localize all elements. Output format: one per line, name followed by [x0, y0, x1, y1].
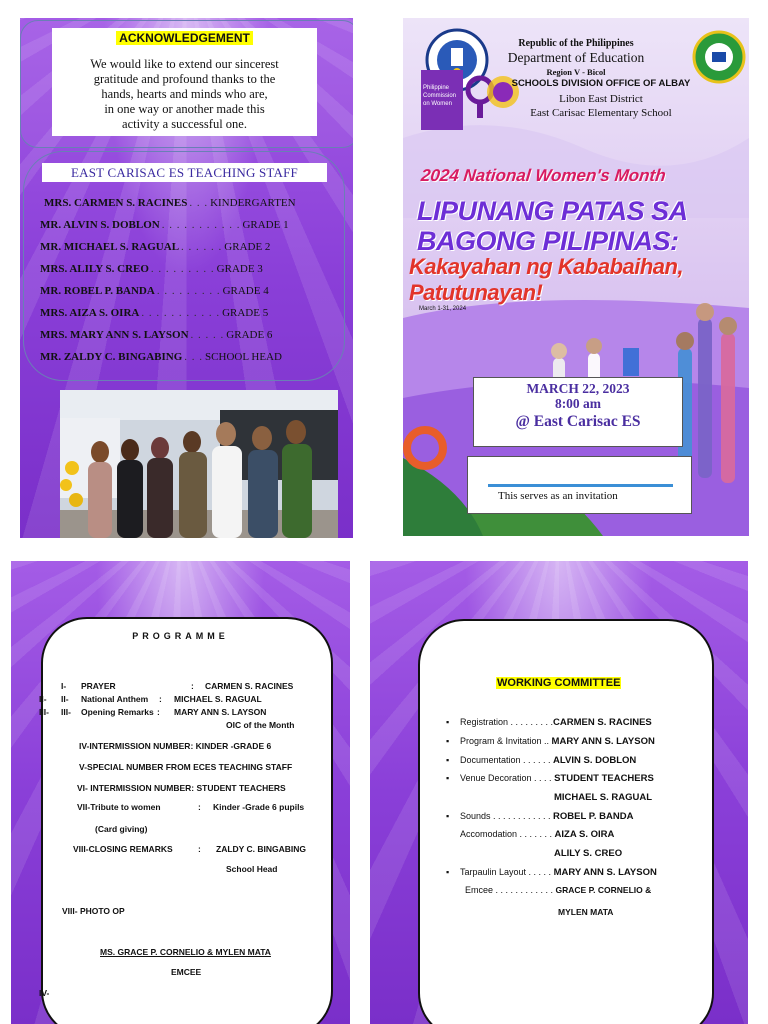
committee-role: Tarpaulin Layout . . . . .: [460, 867, 554, 877]
committee-row: [446, 736, 655, 747]
ack-line: in one way or another made this: [104, 102, 265, 116]
committee-row: [446, 829, 614, 840]
programme-number: II-: [61, 694, 69, 704]
staff-dots: . . . . . .: [181, 241, 223, 253]
committee-role: Registration . . . . . . . . .: [460, 717, 554, 727]
programme-panel: [11, 561, 350, 1024]
date-range: March 1-31, 2024: [419, 306, 467, 312]
programme-label: VIII-CLOSING REMARKS: [73, 844, 173, 854]
invitation-header: [403, 38, 749, 120]
theme-line-1: LIPUNANG PATAS SA BAGONG PILIPINAS:: [417, 196, 687, 256]
ack-line: hands, hearts and minds who are,: [101, 87, 268, 101]
emcee-label: EMCEE: [171, 967, 202, 977]
committee-title: WORKING COMMITTEE: [497, 677, 621, 689]
programme-margin-number: II-: [39, 694, 47, 704]
department-line: Department of Education: [507, 50, 645, 65]
staff-name: MR. ROBEL P. BANDA: [40, 285, 155, 297]
programme-item: IV-INTERMISSION NUMBER: KINDER -GRADE 6: [79, 741, 272, 751]
staff-list: [40, 192, 350, 368]
programme-name: MICHAEL S. RAGUAL: [174, 694, 262, 704]
committee-member: GRACE P. CORNELIO &: [555, 885, 652, 895]
acknowledgement-text: [52, 57, 317, 132]
committee-member: MYLEN MATA: [558, 907, 614, 917]
event-venue: @ East Carisac ES: [515, 413, 641, 430]
programme-colon: :: [198, 844, 201, 854]
staff-row: [40, 192, 350, 214]
bullet-icon: ▪: [446, 811, 450, 821]
committee-role: Documentation . . . . . .: [460, 755, 554, 765]
division-line: SCHOOLS DIVISION OFFICE OF ALBAY: [511, 78, 691, 89]
staff-name: MR. ALVIN S. DOBLON: [40, 219, 160, 231]
programme-margin-number: IV-: [39, 988, 50, 998]
emcee-names: MS. GRACE P. CORNELIO & MYLEN MATA: [100, 947, 271, 957]
committee-row: [446, 867, 657, 878]
staff-row: [40, 236, 350, 258]
republic-line: Republic of the Philippines: [518, 38, 634, 49]
programme-subtitle: (Card giving): [95, 824, 148, 834]
staff-row: [40, 214, 350, 236]
committee-role: Sounds . . . . . . . . . . . .: [460, 811, 554, 821]
committee-member: AIZA S. OIRA: [554, 829, 615, 840]
programme-label: National Anthem: [81, 694, 149, 704]
programme-margin-number: III-: [39, 707, 49, 717]
staff-dots: . . . . . . . . .: [150, 263, 215, 275]
staff-group-photo: [60, 390, 338, 538]
programme-colon: :: [198, 802, 201, 812]
staff-role: KINDERGARTEN: [210, 197, 296, 209]
committee-role: Venue Decoration . . . .: [460, 773, 555, 783]
staff-row: [40, 346, 350, 368]
staff-row: [40, 324, 350, 346]
invitation-note-box: [467, 456, 692, 514]
staff-dots: . . . . . . . . . . .: [161, 219, 241, 231]
committee-member: ALVIN S. DOBLON: [553, 755, 637, 766]
committee-role: Accomodation . . . . . . .: [460, 829, 555, 839]
staff-heading: EAST CARISAC ES TEACHING STAFF: [42, 163, 327, 182]
acknowledgement-title: ACKNOWLEDGEMENT: [116, 31, 253, 45]
event-details-box: [473, 377, 683, 447]
committee-member: STUDENT TEACHERS: [554, 773, 654, 784]
programme-name: MARY ANN S. LAYSON: [174, 707, 267, 717]
programme-name: ZALDY C. BINGABING: [216, 844, 307, 854]
staff-name: MRS. MARY ANN S. LAYSON: [40, 329, 189, 341]
ack-line: gratitude and profound thanks to the: [93, 72, 276, 86]
bullet-icon: ▪: [446, 773, 450, 783]
region-line: Region V - Bicol: [546, 67, 606, 77]
programme-number: III-: [61, 707, 71, 717]
pcw-logo-text: Philippine Commission on Women: [423, 85, 457, 107]
programme-title: PROGRAMME: [132, 631, 229, 641]
committee-member: MARY ANN S. LAYSON: [551, 736, 655, 747]
staff-role: SCHOOL HEAD: [205, 351, 282, 363]
bullet-icon: ▪: [446, 755, 450, 765]
staff-name: MRS. CARMEN S. RACINES: [44, 197, 188, 209]
programme-item: VIII- PHOTO OP: [62, 906, 125, 916]
bullet-icon: ▪: [446, 736, 450, 746]
bullet-icon: ▪: [446, 867, 450, 877]
committee-role: Program & Invitation ..: [460, 736, 552, 746]
programme-label: PRAYER: [81, 681, 116, 691]
event-date: MARCH 22, 2023: [526, 381, 630, 396]
committee-role: Emcee . . . . . . . . . . . .: [465, 885, 556, 895]
committee-row: [446, 811, 633, 822]
programme-label: Opening Remarks: [81, 707, 154, 717]
staff-role: GRADE 1: [242, 219, 289, 231]
programme-label: VII-Tribute to women: [77, 802, 161, 812]
divider: [488, 484, 673, 487]
district-line: Libon East District: [559, 93, 643, 105]
staff-name: MR. ZALDY C. BINGABING: [40, 351, 183, 363]
event-time: 8:00 am: [554, 396, 602, 411]
staff-name: MRS. AIZA S. OIRA: [40, 307, 140, 319]
committee-row: [446, 755, 636, 766]
committee-member: MICHAEL S. RAGUAL: [554, 792, 652, 803]
programme-colon: :: [159, 694, 162, 704]
committee-member: CARMEN S. RACINES: [553, 717, 652, 728]
invitation-note: This serves as an invitation: [498, 490, 618, 502]
staff-dots: . . . . . . . . .: [156, 285, 221, 297]
staff-dots: . . . . . . . . . . .: [141, 307, 221, 319]
programme-name: Kinder -Grade 6 pupils: [213, 802, 305, 812]
staff-dots: . . .: [184, 351, 204, 363]
staff-role: GRADE 5: [222, 307, 269, 319]
staff-dots: . . .: [189, 197, 209, 209]
programme-card: [41, 617, 333, 1024]
school-line: East Carisac Elementary School: [530, 107, 672, 119]
acknowledgement-panel: [20, 18, 353, 538]
programme-number: I-: [61, 681, 67, 691]
bullet-icon: ▪: [446, 717, 450, 727]
ack-line: activity a successful one.: [122, 117, 247, 131]
programme-item: V-SPECIAL NUMBER FROM ECES TEACHING STAFF: [79, 762, 293, 772]
programme-item: VI- INTERMISSION NUMBER: STUDENT TEACHERS: [77, 783, 286, 793]
ack-line: We would like to extend our sincerest: [90, 57, 279, 71]
committee-panel: [370, 561, 748, 1024]
acknowledgement-box: [52, 28, 317, 136]
staff-role: GRADE 3: [216, 263, 263, 275]
theme-line-2: Kakayahan ng Kababaihan, Patutunayan!: [409, 254, 684, 305]
staff-role: GRADE 4: [222, 285, 269, 297]
programme-subtitle: OIC of the Month: [226, 720, 295, 730]
committee-member: ROBEL P. BANDA: [553, 811, 634, 822]
group-photo-illustration: [60, 390, 338, 538]
committee-row: [446, 717, 652, 728]
committee-row: [465, 885, 651, 895]
staff-row: [40, 280, 350, 302]
committee-member: MARY ANN S. LAYSON: [553, 867, 657, 878]
staff-name: MR. MICHAEL S. RAGUAL: [40, 241, 180, 253]
programme-colon: :: [157, 707, 160, 717]
programme-name: CARMEN S. RACINES: [205, 681, 294, 691]
programme-subtitle: School Head: [226, 864, 278, 874]
committee-row: [446, 773, 654, 784]
nwm-title: 2024 National Women's Month: [420, 166, 667, 185]
staff-name: MRS. ALILY S. CREO: [40, 263, 149, 275]
invitation-panel: [403, 18, 749, 536]
staff-role: GRADE 6: [226, 329, 273, 341]
committee-member: ALILY S. CREO: [554, 848, 623, 859]
staff-role: GRADE 2: [224, 241, 271, 253]
staff-row: [40, 302, 350, 324]
staff-row: [40, 258, 350, 280]
programme-colon: :: [191, 681, 194, 691]
staff-dots: . . . . .: [190, 329, 225, 341]
